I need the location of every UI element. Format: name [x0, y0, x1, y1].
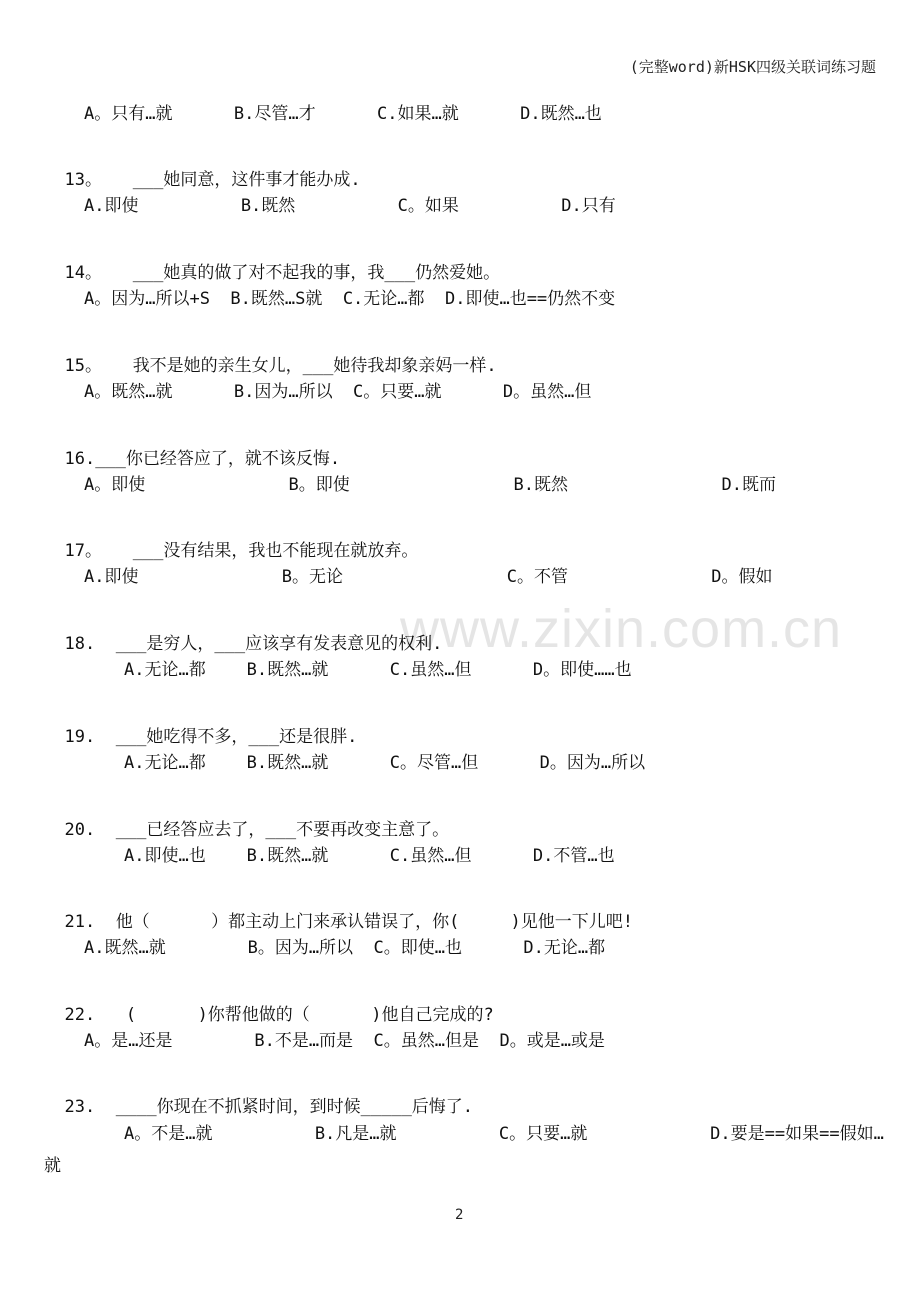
question-20	[44, 800, 449, 840]
question-23-options-wrap: 就	[44, 1156, 61, 1176]
question-text: ___是穷人，___应该享有发表意见的权利.	[115, 634, 443, 654]
question-number: 14。	[64, 263, 102, 283]
question-text: ___她同意，这件事才能办成.	[132, 170, 361, 190]
question-text: 我不是她的亲生女儿，___她待我却象亲妈一样.	[132, 356, 497, 376]
question-22	[44, 985, 494, 1025]
question-22-options: A。是…还是 B.不是…而是 C。虽然…但是 D。或是…或是	[84, 1031, 605, 1051]
question-number: 20.	[64, 820, 96, 840]
question-text: ___已经答应去了，___不要再改变主意了。	[115, 820, 450, 840]
question-text: ___你已经答应了，就不该反悔.	[95, 449, 341, 469]
question-17	[44, 521, 418, 561]
question-16	[44, 429, 340, 469]
question-20-options: A.即使…也 B.既然…就 C.虽然…但 D.不管…也	[124, 846, 615, 866]
question-number: 15。	[64, 356, 102, 376]
question-text: ___她真的做了对不起我的事，我___仍然爱她。	[132, 263, 501, 283]
watermark: www.zixin.com.cn	[400, 599, 843, 659]
question-number: 13。	[64, 170, 102, 190]
page-header: (完整word)新HSK四级关联词练习题	[629, 58, 876, 76]
question-number: 21.	[64, 912, 96, 932]
question-number: 19.	[64, 727, 96, 747]
question-13-options: A.即使 B.既然 C。如果 D.只有	[84, 196, 616, 216]
question-text: 他（ ）都主动上门来承认错误了，你( )见他一下儿吧!	[115, 912, 633, 932]
question-17-options: A.即使 B。无论 C。不管 D。假如	[84, 567, 773, 587]
question-21-options: A.既然…就 B。因为…所以 C。即使…也 D.无论…都	[84, 938, 606, 958]
question-18	[44, 614, 442, 654]
question-number: 18.	[64, 634, 96, 654]
question-19	[44, 707, 357, 747]
question-text: ___她吃得不多，___还是很胖.	[115, 727, 358, 747]
question-14	[44, 243, 500, 283]
question-14-options: A。因为…所以+S B.既然…S就 C.无论…都 D.即使…也==仍然不变	[84, 289, 616, 309]
question-number: 22.	[64, 1005, 96, 1025]
question-text: ____你现在不抓紧时间，到时候_____后悔了.	[115, 1097, 474, 1117]
question-21	[44, 892, 633, 932]
prev-question-options: A。只有…就 B.尽管…才 C.如果…就 D.既然…也	[84, 104, 602, 124]
question-15	[44, 336, 497, 376]
question-number: 17。	[64, 541, 102, 561]
question-19-options: A.无论…都 B.既然…就 C。尽管…但 D。因为…所以	[124, 753, 646, 773]
question-number: 16.	[64, 449, 96, 469]
question-13	[44, 150, 361, 190]
question-number: 23.	[64, 1097, 96, 1117]
question-23	[44, 1077, 473, 1117]
question-text: ( )你帮他做的（ )他自己完成的?	[125, 1005, 494, 1025]
question-23-options: A。不是…就 B.凡是…就 C。只要…就 D.要是==如果==假如…	[124, 1124, 884, 1144]
page-number: 2	[455, 1207, 464, 1223]
question-text: ___没有结果，我也不能现在就放弃。	[132, 541, 419, 561]
question-15-options: A。既然…就 B.因为…所以 C。只要…就 D。虽然…但	[84, 382, 592, 402]
question-16-options: A。即使 B。即使 B.既然 D.既而	[84, 475, 776, 495]
question-18-options: A.无论…都 B.既然…就 C.虽然…但 D。即使……也	[124, 660, 632, 680]
